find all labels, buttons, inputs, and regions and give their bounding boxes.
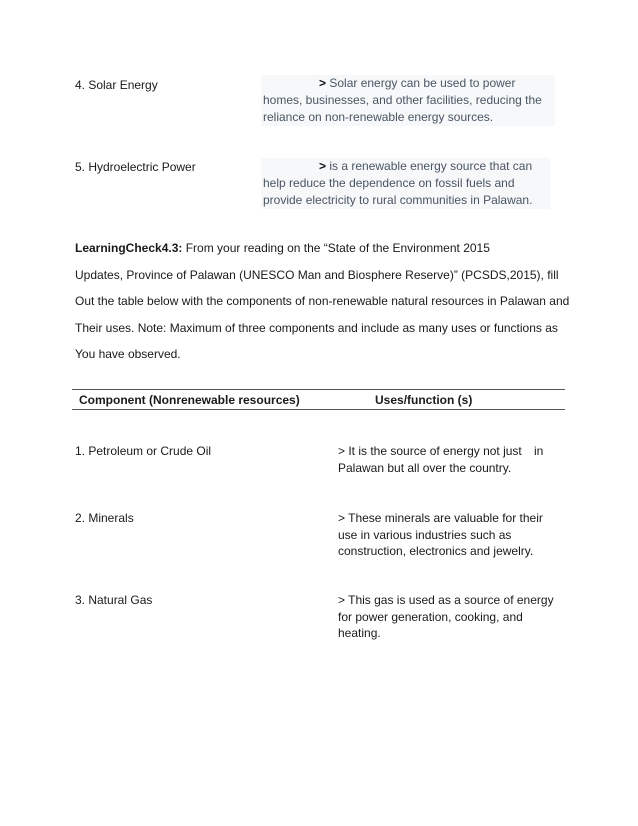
hydro-arrow: > — [319, 159, 327, 173]
solar-energy-text: Solar energy can be used to power homes, businesses, and other facilities, reducing the reliance on non-renewable energy sources. — [263, 76, 542, 124]
learning-check-line-2: Updates, Province of Palawan (UNESCO Man and Biosphere Reserve)” (PCSDS,2015), fill — [75, 267, 559, 282]
table-header-rule — [72, 409, 565, 410]
learning-check-line-4: Their uses. Note: Maximum of three components and include as many uses or functions as — [75, 320, 558, 335]
hydroelectric-text: is a renewable energy source that can help reduce the dependence on fossil fuels and provide electricity to rural communities in Palawan. — [263, 159, 533, 207]
learning-check-line1-text: From your reading on the “State of the Environment 2015 — [185, 241, 490, 255]
hydroelectric-power-label: 5. Hydroelectric Power — [75, 160, 196, 174]
table-row-1-use-line2: Palawan but all over the country. — [338, 460, 512, 475]
learning-check-line-1 — [75, 235, 595, 262]
table-header-component: Component (Nonrenewable resources) — [79, 393, 300, 407]
solar-energy-label: 4. Solar Energy — [75, 78, 158, 92]
table-row-2-use: > These minerals are valuable for their use in various industries such as construction, electronics and jewelry. — [338, 511, 543, 558]
table-header-uses: Uses/function (s) — [375, 393, 473, 407]
solar-arrow: > — [319, 76, 327, 90]
learning-check-paragraph — [75, 235, 595, 368]
table-row-3-use: > This gas is used as a source of energy for power generation, cooking, and heating. — [338, 593, 554, 640]
solar-energy-description — [261, 75, 555, 126]
table-row-1-component: 1. Petroleum or Crude Oil — [75, 444, 212, 458]
table-row-3-component: 3. Natural Gas — [75, 593, 153, 607]
hydroelectric-description — [261, 158, 550, 209]
table-row-1-use-word: in — [534, 444, 544, 458]
table-row-1-use — [338, 443, 560, 476]
table-row-1-use-line1: > It is the source of energy not just — [338, 444, 522, 458]
learning-check-line-3: Out the table below with the components of non-renewable natural resources in Palawan and — [75, 294, 570, 308]
table-top-rule — [72, 389, 565, 390]
learning-check-heading: LearningCheck4.3: — [75, 241, 183, 255]
learning-check-line-5: You have observed. — [75, 347, 181, 361]
table-row-2-component: 2. Minerals — [75, 511, 134, 525]
